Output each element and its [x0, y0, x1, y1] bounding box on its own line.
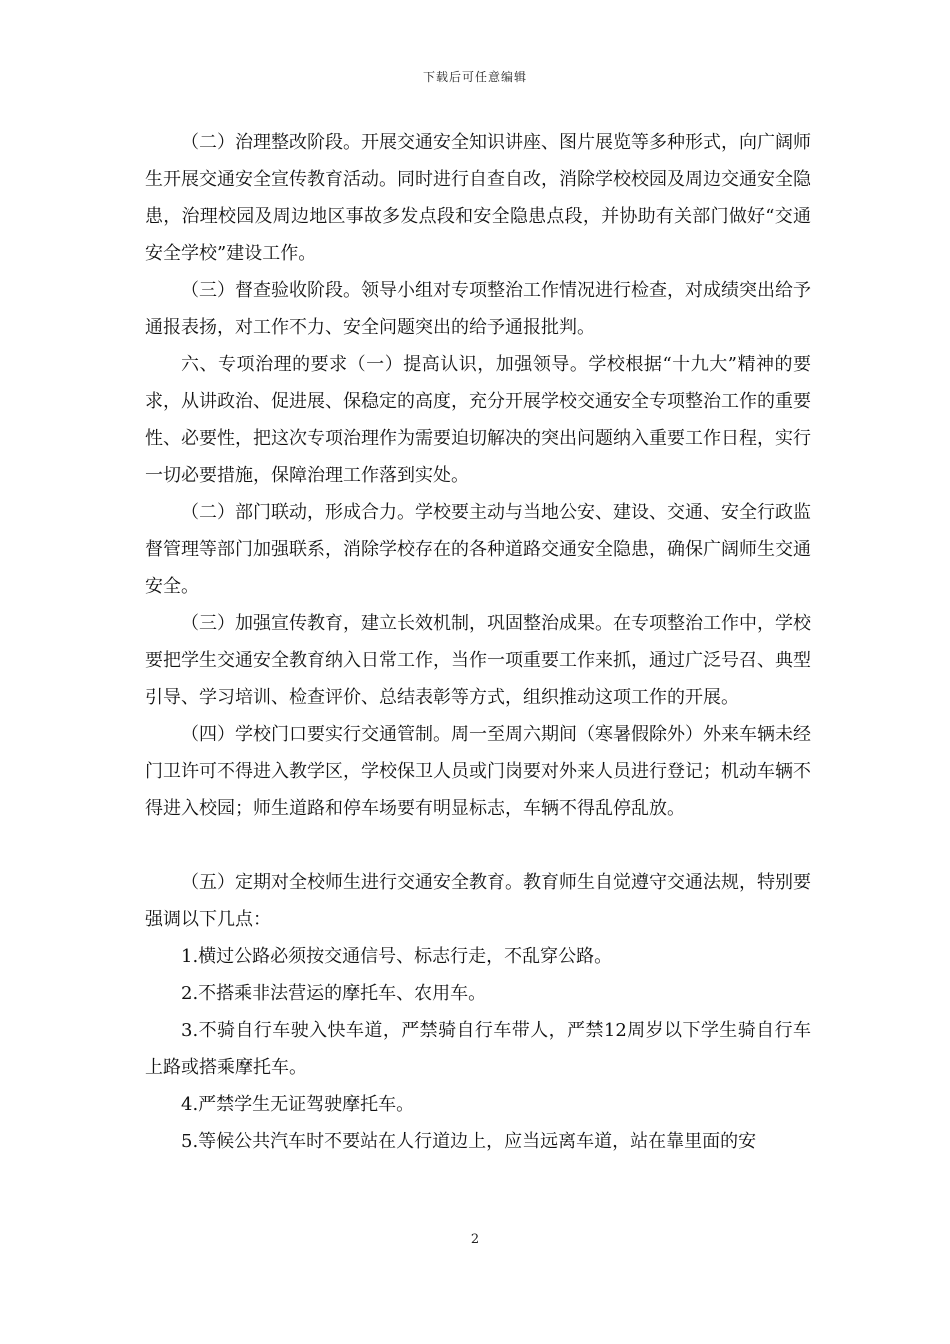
list-item-bicycle-rules: 3.不骑自行车驶入快车道，严禁骑自行车带人，严禁12周岁以下学生骑自行车上路或搭乘摩托车。 [145, 1020, 811, 1078]
paragraph-department-cooperation: （二）部门联动，形成合力。学校要主动与当地公安、建设、交通、安全行政监督管理等部门加强联系，消除学校存在的各种道路交通安全隐患，确保广阔师生交通安全。 [145, 502, 811, 597]
list-item-bus-waiting: 5.等候公共汽车时不要站在人行道边上，应当远离车道，站在靠里面的安 [181, 1131, 757, 1152]
list-item-crossing-road: 1.横过公路必须按交通信号、标志行走，不乱穿公路。 [181, 946, 613, 967]
paragraph-safety-education: （五）定期对全校师生进行交通安全教育。教育师生自觉遵守交通法规，特别要强调以下几点： [145, 872, 811, 930]
paragraph-traffic-control: （四）学校门口要实行交通管制。周一至周六期间（寒暑假除外）外来车辆未经门卫许可不得进入教学区，学校保卫人员或门岗要对外来人员进行登记；机动车辆不得进入校园；师生道路和停车场要有明显标志，车辆不得乱停乱放。 [145, 724, 811, 819]
paragraph-rectification-stage: （二）治理整改阶段。开展交通安全知识讲座、图片展览等多种形式，向广阔师生开展交通安全宣传教育活动。同时进行自查自改，消除学校校园及周边交通安全隐患，治理校园及周边地区事故多发点段和安全隐患点段，并协助有关部门做好“交通安全学校”建设工作。 [145, 132, 811, 264]
document-body [145, 124, 811, 1160]
paragraph-spacer [145, 827, 811, 864]
paragraph-publicity-education: （三）加强宣传教育，建立长效机制，巩固整治成果。在专项整治工作中，学校要把学生交通安全教育纳入日常工作，当作一项重要工作来抓，通过广泛号召、典型引导、学习培训、检查评价、总结表彰等方式，组织推动这项工作的开展。 [145, 613, 811, 708]
paragraph-inspection-stage: （三）督查验收阶段。领导小组对专项整治工作情况进行检查，对成绩突出给予通报表扬，对工作不力、安全问题突出的给予通报批判。 [145, 280, 811, 338]
page-header-note: 下载后可任意编辑 [422, 70, 527, 84]
paragraph-requirements-leadership: 六、专项治理的要求（一）提高认识，加强领导。学校根据“十九大”精神的要求，从讲政治、促进展、保稳定的高度，充分开展学校交通安全专项整治工作的重要性、必要性，把这次专项治理作为需要迫切解决的突出问题纳入重要工作日程，实行一切必要措施，保障治理工作落到实处。 [145, 354, 811, 486]
list-item-illegal-vehicles: 2.不搭乘非法营运的摩托车、农用车。 [181, 983, 487, 1004]
list-item-no-license: 4.严禁学生无证驾驶摩托车。 [181, 1094, 415, 1115]
page-number: 2 [470, 1232, 480, 1247]
